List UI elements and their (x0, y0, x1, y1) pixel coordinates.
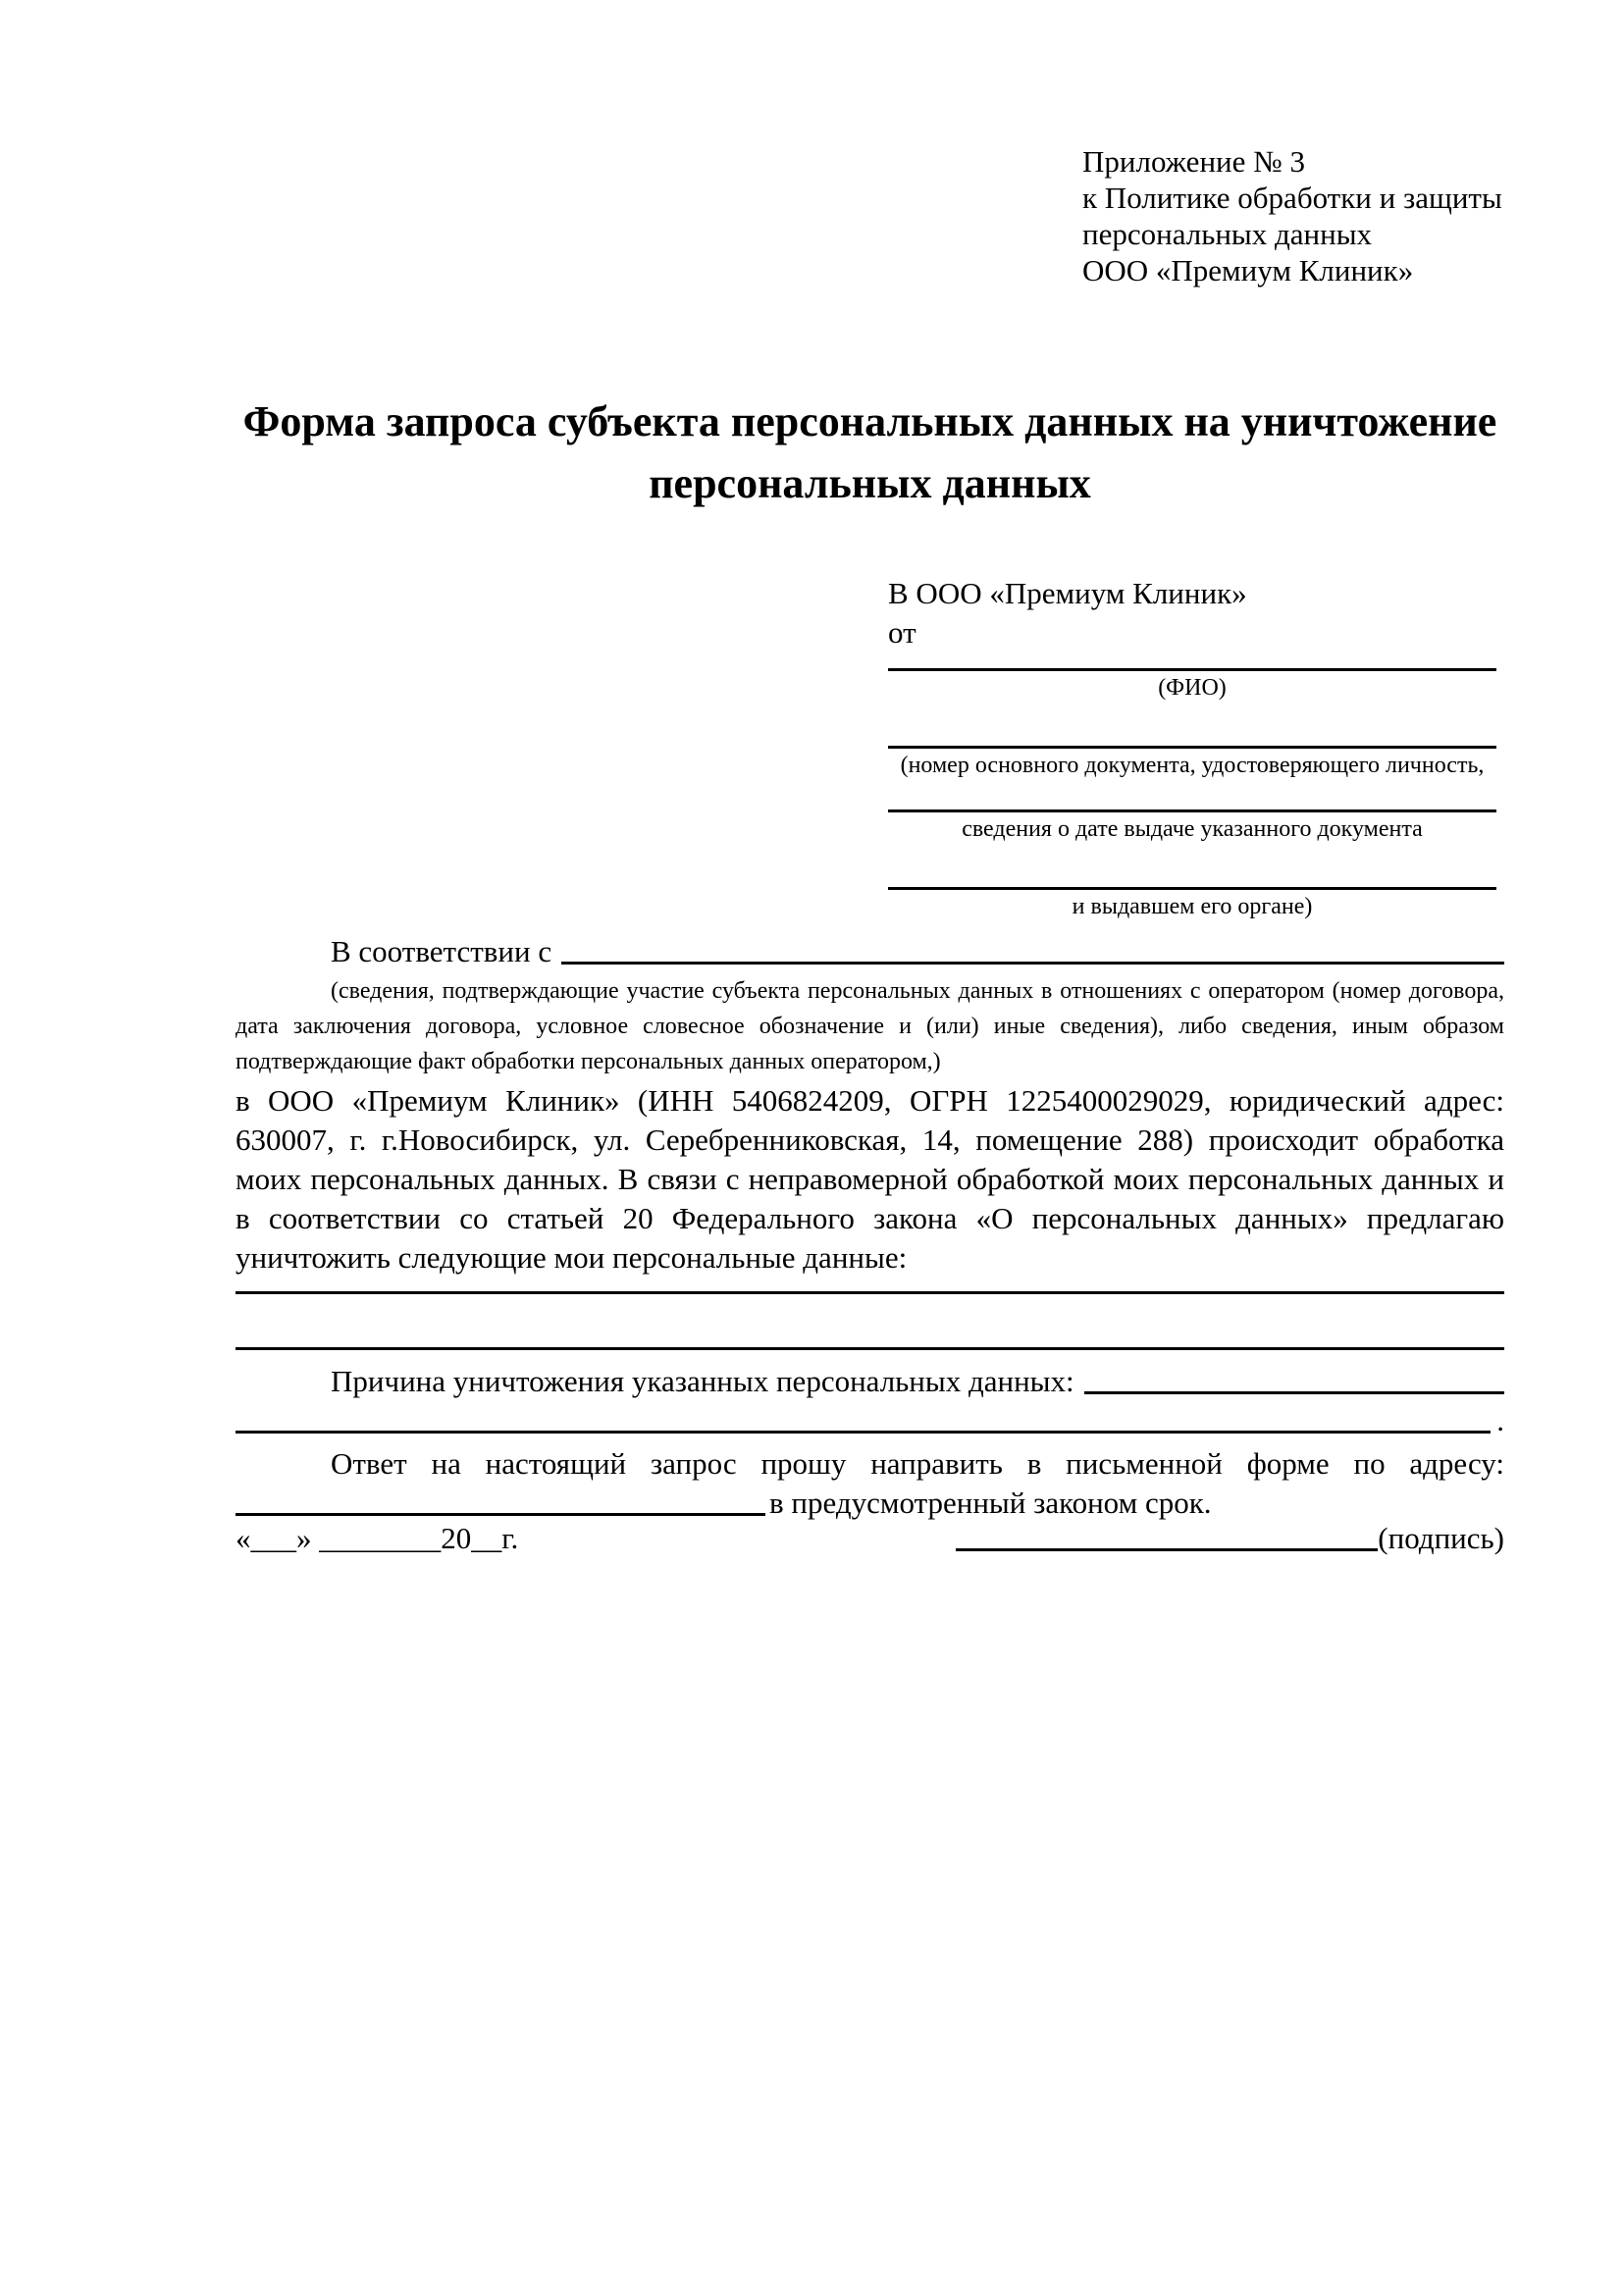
document-title (236, 391, 1504, 514)
header-line: ООО «Премиум Клиник» (1082, 253, 1414, 287)
date-blank: «___» ________20__г. (236, 1521, 519, 1555)
title-line-1: Форма запроса субъекта персональных данных на уничтожение (242, 397, 1497, 445)
reason-continuation-line (236, 1431, 1491, 1434)
data-write-line-2 (236, 1347, 1504, 1350)
attachment-header (1082, 143, 1502, 288)
title-line-2: персональных данных (649, 459, 1091, 507)
addressee-block (888, 574, 1496, 921)
response-paragraph: Ответ на настоящий запрос прошу направить в письменной форме по адресу: (331, 1446, 1504, 1481)
issue-date-field (888, 809, 1496, 844)
signature-line (956, 1548, 1378, 1551)
footer-row (236, 1519, 1504, 1558)
accordance-row (236, 932, 1504, 971)
reason-continuation-row (236, 1401, 1504, 1440)
header-line: Приложение № 3 (1082, 144, 1305, 179)
reason-label: Причина уничтожения указанных персональных данных: (331, 1364, 1074, 1398)
reason-period: . (1496, 1403, 1504, 1437)
issue-date-label: сведения о дате выдаче указанного документа (962, 816, 1423, 842)
body-block (236, 932, 1504, 1523)
reason-row (236, 1362, 1504, 1401)
data-write-line-1 (236, 1291, 1504, 1294)
fio-label: (ФИО) (1158, 675, 1227, 701)
id-document-field (888, 746, 1496, 780)
id-document-label: (номер основного документа, удостоверяющего личность, (900, 753, 1485, 778)
addressee-from-label: от (888, 615, 916, 650)
signature-label: (подпись) (1378, 1521, 1504, 1555)
address-write-line (236, 1513, 765, 1516)
issuer-label: и выдавшем его органе) (1072, 894, 1313, 919)
reason-write-line (1084, 1391, 1504, 1394)
header-line: персональных данных (1082, 217, 1373, 251)
response-tail-row (236, 1484, 1504, 1523)
issuer-field (888, 887, 1496, 921)
signature-group (956, 1519, 1504, 1558)
header-line: к Политике обработки и защиты (1082, 181, 1502, 215)
accordance-footnote: (сведения, подтверждающие участие субъекта персональных данных в отношениях с оператором (номер договора, дата заключения договора, условное словесное обозначение и (или) иные сведения), либо сведения, иным образом подтверждающие факт обработки персональных данных оператором,) (236, 978, 1504, 1074)
addressee-to: В ООО «Премиум Клиник» (888, 576, 1247, 610)
accordance-write-line (561, 962, 1504, 965)
accordance-label: В соответствии с (331, 934, 552, 968)
statement-paragraph: в ООО «Премиум Клиник» (ИНН 5406824209, ОГРН 1225400029029, юридический адрес: 630007, г. г.Новосибирск, ул. Серебренниковская, 14, помещение 288) происходит обработка моих персональных данных. В связи с неправомерной обработкой моих персональных данных и в соответствии со статьей 20 Федерального закона «О персональных данных» предлагаю уничтожить следующие мои персональные данные: (236, 1083, 1504, 1275)
fio-field (888, 668, 1496, 703)
response-tail: в предусмотренный законом срок. (769, 1486, 1212, 1520)
